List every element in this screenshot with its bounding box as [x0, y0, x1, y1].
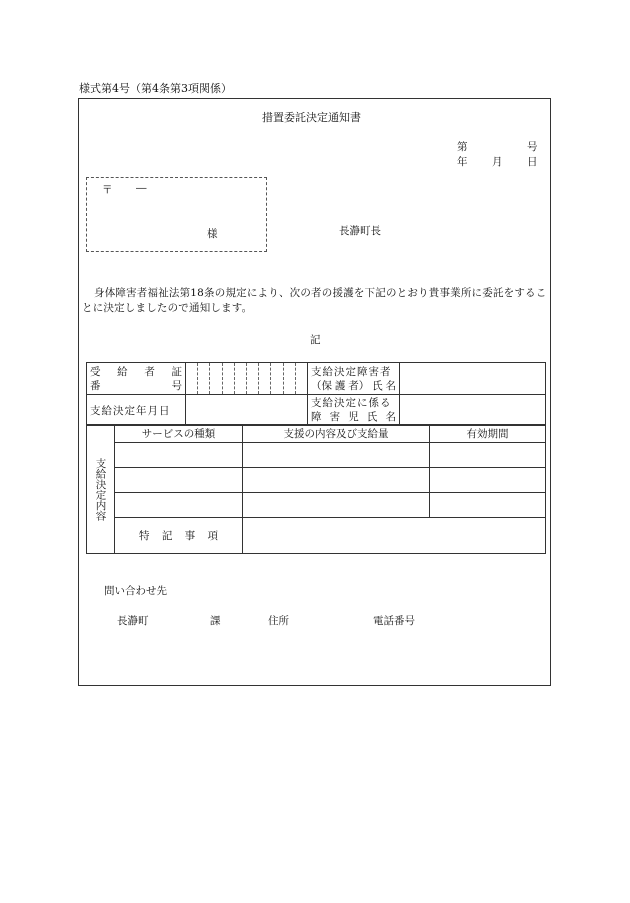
form-number: 様式第4号（第4条第3項関係） — [79, 82, 232, 95]
address-honorific: 様 — [207, 228, 218, 240]
notice-number-suffix: 号 — [527, 141, 538, 153]
postal-mark-icon: 〒 — [102, 184, 113, 196]
service-type-cell[interactable] — [115, 443, 243, 468]
special-notes-label: 特 記 事 項 — [115, 518, 243, 554]
special-notes-field[interactable] — [243, 518, 546, 554]
recipient-cert-number-field[interactable] — [186, 363, 308, 395]
contact-town: 長瀞町 — [117, 615, 149, 627]
decision-content-table — [86, 424, 546, 554]
decision-person-label: 支給決定障害者 （保 護 者） 氏 名 — [308, 363, 400, 395]
date-month: 月 — [492, 156, 503, 168]
support-content-cell[interactable] — [243, 443, 430, 468]
valid-period-cell[interactable] — [430, 468, 546, 493]
service-type-cell[interactable] — [115, 493, 243, 518]
valid-period-cell[interactable] — [430, 443, 546, 468]
notice-number-prefix: 第 — [457, 141, 468, 153]
postal-dash: ― — [136, 182, 147, 194]
service-type-cell[interactable] — [115, 468, 243, 493]
contact-phone: 電話番号 — [373, 615, 415, 627]
decision-date-field[interactable] — [186, 395, 308, 426]
address-box[interactable] — [86, 177, 267, 252]
date-day: 日 — [527, 156, 538, 168]
decision-content-label: 支給決定内容 — [87, 425, 115, 554]
support-content-cell[interactable] — [243, 468, 430, 493]
issuer: 長瀞町長 — [339, 225, 381, 237]
child-name-field[interactable] — [400, 395, 546, 426]
contact-heading: 問い合わせ先 — [104, 585, 167, 597]
decision-person-name-field[interactable] — [400, 363, 546, 395]
valid-period-cell[interactable] — [430, 493, 546, 518]
col-valid-period: 有効期間 — [430, 425, 546, 443]
support-content-cell[interactable] — [243, 493, 430, 518]
ki-mark: 記 — [310, 334, 321, 346]
child-name-label: 支給決定に係る 障 害 児 氏 名 — [308, 395, 400, 426]
col-support-content: 支援の内容及び支給量 — [243, 425, 430, 443]
col-service-type: サービスの種類 — [115, 425, 243, 443]
contact-address: 住所 — [268, 615, 289, 627]
recipient-cert-label: 受 給 者 証 番 号 — [87, 363, 186, 395]
recipient-table — [86, 362, 546, 426]
contact-section: 課 — [210, 615, 221, 627]
intro-text: 身体障害者福祉法第18条の規定により、次の者の援護を下記のとおり貴事業所に委託をすることに決定しましたので通知します。 — [82, 287, 547, 314]
document-title: 措置委託決定通知書 — [262, 111, 361, 124]
decision-date-label: 支給決定年月日 — [87, 395, 186, 426]
date-year: 年 — [457, 156, 468, 168]
